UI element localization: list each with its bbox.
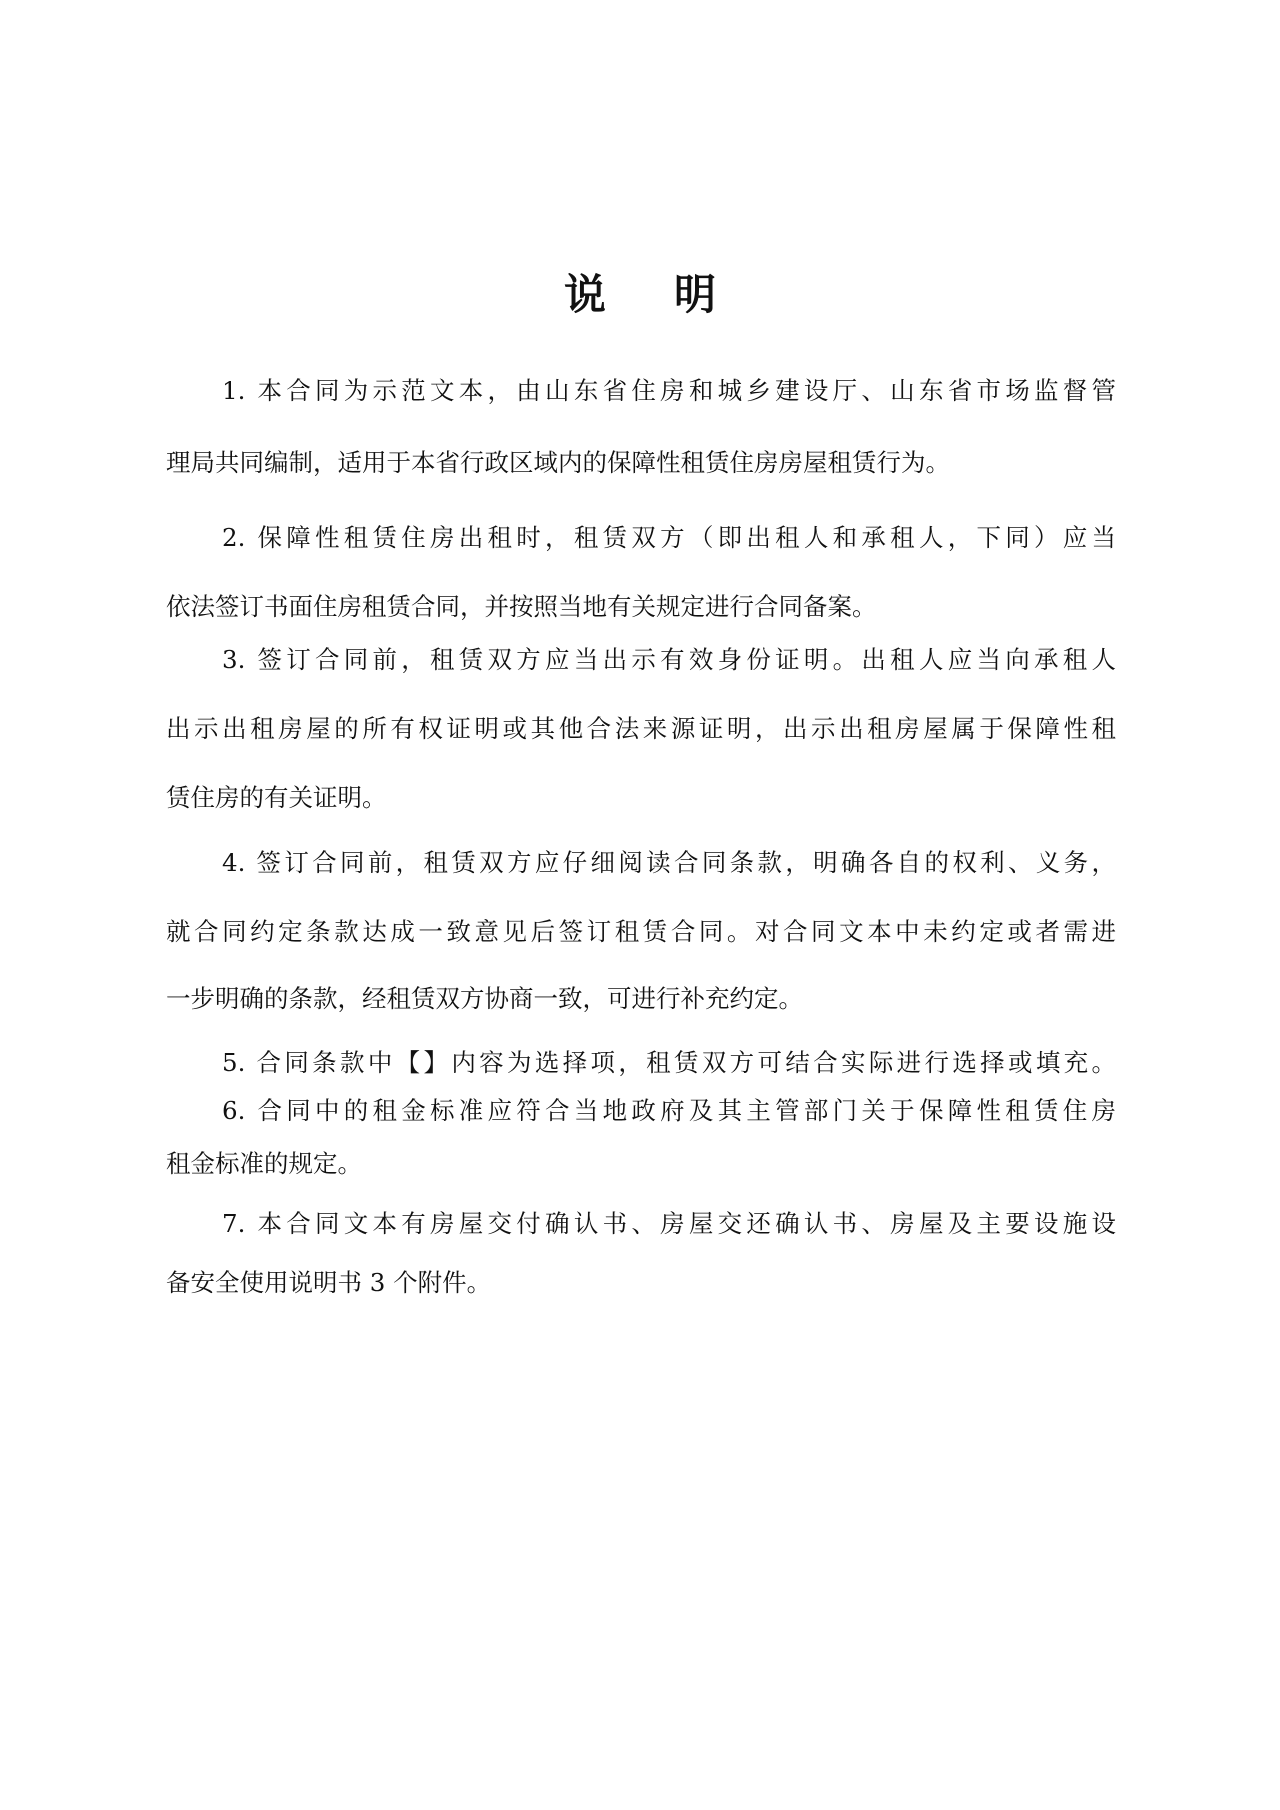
page-title <box>0 270 1280 320</box>
item-text: 合同中的租金标准应符合当地政府及其主管部门关于保障性租赁住房 <box>257 1096 1117 1125</box>
item-text: 一步明确的条款，经租赁双方协商一致，可进行补充约定。 <box>166 984 803 1013</box>
item-7-line-2 <box>166 1266 1116 1300</box>
item-number: 6. <box>222 1096 246 1125</box>
item-number: 3. <box>222 645 246 674</box>
item-4-line-1 <box>222 846 1116 880</box>
item-text: 就合同约定条款达成一致意见后签订租赁合同。对合同文本中未约定或者需进 <box>166 917 1116 946</box>
item-4-line-2 <box>166 915 1116 949</box>
item-text: 保障性租赁住房出租时，租赁双方（即出租人和承租人，下同）应当 <box>257 523 1117 552</box>
item-number: 4. <box>222 848 246 877</box>
item-3-line-2 <box>166 712 1116 746</box>
item-4-line-3 <box>166 982 1116 1016</box>
item-1-line-2 <box>166 446 1116 480</box>
item-number: 5. <box>222 1048 246 1077</box>
item-text: 出示出租房屋的所有权证明或其他合法来源证明，出示出租房屋属于保障性租 <box>166 714 1116 743</box>
item-text: 依法签订书面住房租赁合同，并按照当地有关规定进行合同备案。 <box>166 592 877 621</box>
item-number: 7. <box>222 1209 246 1238</box>
item-5-line-1 <box>222 1046 1116 1080</box>
item-7-line-1 <box>222 1207 1116 1241</box>
item-number: 2. <box>222 523 246 552</box>
item-text: 理局共同编制，适用于本省行政区域内的保障性租赁住房房屋租赁行为。 <box>166 448 950 477</box>
title-char: 说 <box>563 270 606 320</box>
item-text: 赁住房的有关证明。 <box>166 783 387 812</box>
item-2-line-2 <box>166 590 1116 624</box>
item-text: 租金标准的规定。 <box>166 1149 362 1178</box>
item-text: 本合同文本有房屋交付确认书、房屋交还确认书、房屋及主要设施设 <box>257 1209 1117 1238</box>
item-3-line-3 <box>166 781 1116 815</box>
title-char: 明 <box>674 270 717 320</box>
item-text: 备安全使用说明书 3 个附件。 <box>166 1268 492 1297</box>
item-3-line-1 <box>222 643 1116 677</box>
item-text: 签订合同前，租赁双方应仔细阅读合同条款，明确各自的权利、义务， <box>256 848 1116 877</box>
item-1-line-1 <box>222 374 1116 408</box>
item-6-line-1 <box>222 1094 1116 1128</box>
item-text: 合同条款中【】内容为选择项，租赁双方可结合实际进行选择或填充。 <box>256 1048 1116 1077</box>
item-text: 签订合同前，租赁双方应当出示有效身份证明。出租人应当向承租人 <box>257 645 1117 674</box>
item-number: 1. <box>222 376 246 405</box>
item-6-line-2 <box>166 1147 1116 1181</box>
item-text: 本合同为示范文本，由山东省住房和城乡建设厅、山东省市场监督管 <box>257 376 1117 405</box>
item-2-line-1 <box>222 521 1116 555</box>
